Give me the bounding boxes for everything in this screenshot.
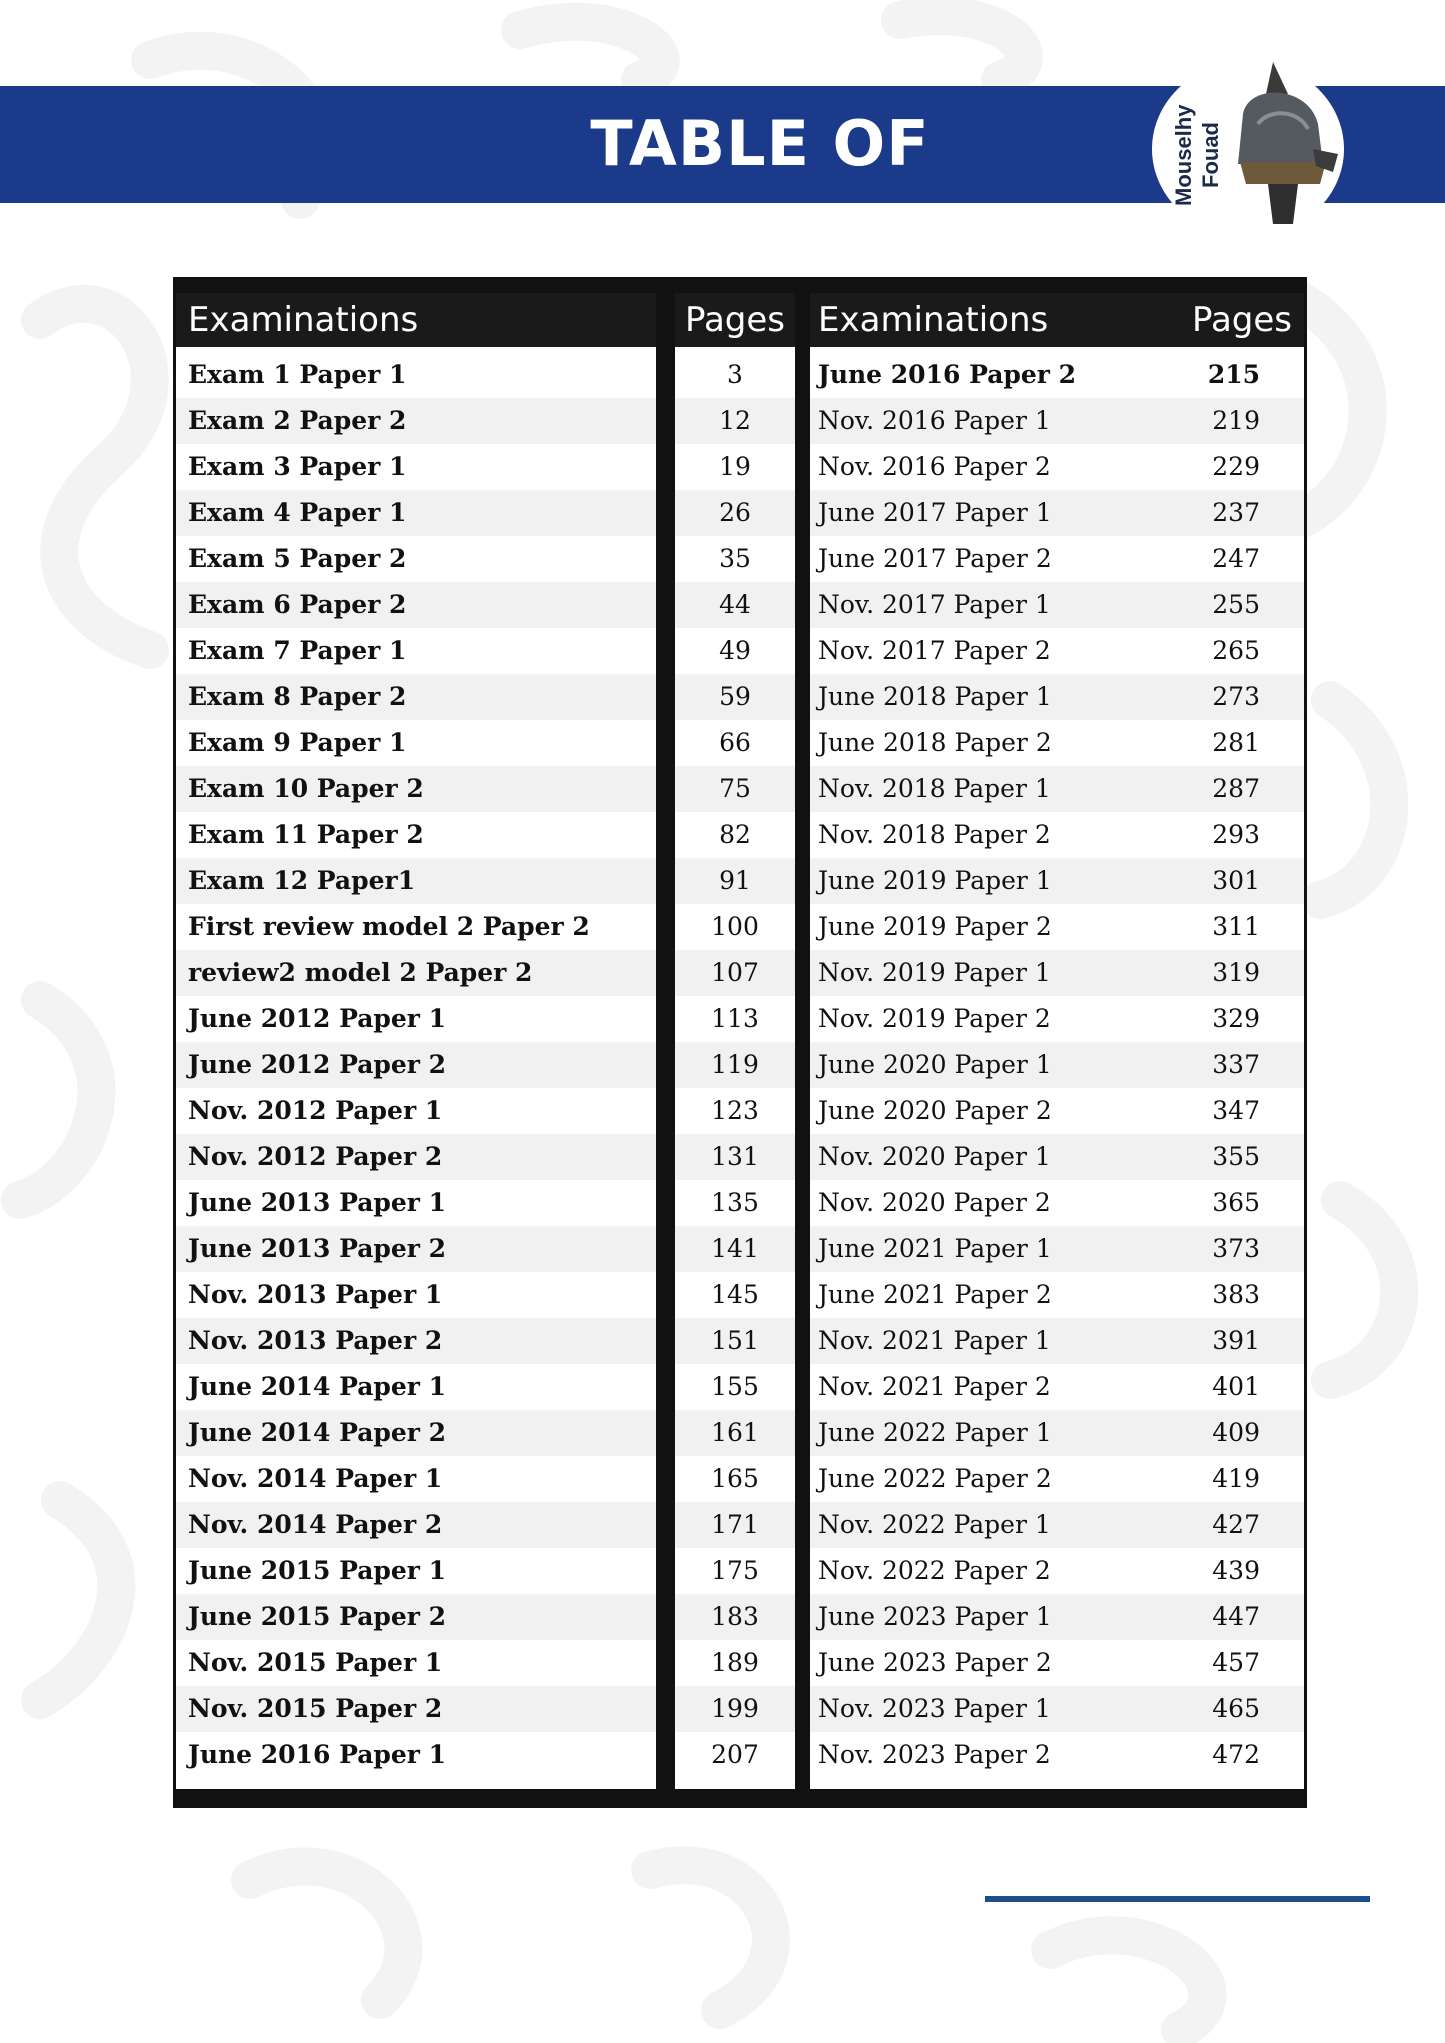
- table-row: [810, 674, 1304, 720]
- toc-entry-title: Exam 7 Paper 1: [188, 636, 407, 665]
- page-title: TABLE OF CONTENTS: [569, 107, 951, 270]
- toc-entry-page: 207: [711, 1740, 759, 1769]
- toc-entry-title: June 2019 Paper 1: [818, 866, 1052, 895]
- toc-entry-page: 199: [675, 1686, 795, 1732]
- table-row: [810, 352, 1304, 398]
- right-rows-list: [810, 352, 1304, 1778]
- table-row: [810, 1042, 1304, 1088]
- table-row: [810, 858, 1304, 904]
- toc-entry-title: June 2023 Paper 2: [818, 1648, 1052, 1677]
- toc-entry-page: 287: [1212, 774, 1260, 803]
- table-row: [810, 1180, 1304, 1226]
- table-row: [810, 444, 1304, 490]
- toc-entry-title: Exam 5 Paper 2: [188, 544, 407, 573]
- toc-entry-page: 347: [1212, 1096, 1260, 1125]
- table-row: [810, 628, 1304, 674]
- toc-entry-page: 419: [1212, 1464, 1260, 1493]
- toc-entry-page: 66: [719, 728, 751, 757]
- toc-entry-title: Nov. 2017 Paper 2: [818, 636, 1051, 665]
- table-row: [810, 1364, 1304, 1410]
- toc-entry-page: 3: [727, 360, 743, 389]
- toc-entry-title: June 2019 Paper 2: [818, 912, 1052, 941]
- toc-entry-page: 141: [675, 1226, 795, 1272]
- table-row: [810, 1134, 1304, 1180]
- toc-entry-page: 293: [1212, 820, 1260, 849]
- toc-entry-page: 75: [675, 766, 795, 812]
- toc-entry-title: June 2012 Paper 1: [188, 1004, 447, 1033]
- toc-entry-title: June 2016 Paper 1: [188, 1740, 447, 1769]
- toc-entry-title: June 2021 Paper 2: [818, 1280, 1052, 1309]
- header-left-exams: Examinations: [176, 293, 656, 347]
- toc-entry-title: Exam 11 Paper 2: [188, 820, 424, 849]
- toc-entry-page: 145: [711, 1280, 759, 1309]
- toc-entry-page: 131: [675, 1134, 795, 1180]
- toc-entry-page: 215: [1207, 360, 1260, 389]
- table-row: [810, 1088, 1304, 1134]
- toc-entry-title: June 2017 Paper 1: [818, 498, 1052, 527]
- right-header: [810, 293, 1304, 347]
- table-row: [810, 1272, 1304, 1318]
- toc-entry-page: 135: [711, 1188, 759, 1217]
- toc-entry-page: 82: [719, 820, 751, 849]
- toc-entry-title: June 2017 Paper 2: [818, 544, 1052, 573]
- table-row: [810, 1732, 1304, 1778]
- toc-entry-page: 165: [711, 1464, 759, 1493]
- toc-entry-page: 355: [1212, 1142, 1260, 1171]
- toc-entry-page: 19: [719, 452, 751, 481]
- table-row: [810, 766, 1304, 812]
- toc-entry-title: June 2020 Paper 1: [818, 1050, 1052, 1079]
- toc-entry-page: 247: [1212, 544, 1260, 573]
- table-row: [810, 1640, 1304, 1686]
- toc-entry-page: 91: [675, 858, 795, 904]
- toc-entry-title: Nov. 2021 Paper 1: [818, 1326, 1051, 1355]
- toc-entry-page: 281: [1212, 728, 1260, 757]
- toc-entry-title: June 2023 Paper 1: [818, 1602, 1052, 1631]
- toc-entry-page: 26: [675, 490, 795, 536]
- toc-entry-page: 183: [675, 1594, 795, 1640]
- toc-entry-title: June 2018 Paper 2: [818, 728, 1052, 757]
- toc-entry-title: Exam 3 Paper 1: [188, 452, 407, 481]
- toc-entry-page: 383: [1212, 1280, 1260, 1309]
- right-column: [810, 293, 1304, 1789]
- left-exams-column: [176, 293, 656, 1789]
- toc-entry-title: June 2015 Paper 2: [176, 1594, 656, 1640]
- toc-entry-title: Nov. 2023 Paper 2: [818, 1740, 1051, 1769]
- toc-entry-title: June 2015 Paper 1: [188, 1556, 447, 1585]
- toc-entry-page: 189: [711, 1648, 759, 1677]
- toc-entry-page: 373: [1212, 1234, 1260, 1263]
- toc-entry-page: 229: [1212, 452, 1260, 481]
- toc-entry-page: 12: [675, 398, 795, 444]
- toc-entry-title: Nov. 2015 Paper 1: [188, 1648, 443, 1677]
- toc-entry-title: Nov. 2023 Paper 1: [818, 1694, 1051, 1723]
- table-row: [810, 1502, 1304, 1548]
- toc-entry-page: 255: [1212, 590, 1260, 619]
- table-row: [810, 490, 1304, 536]
- toc-entry-page: 457: [1212, 1648, 1260, 1677]
- toc-entry-title: Nov. 2022 Paper 1: [818, 1510, 1051, 1539]
- toc-entry-title: Nov. 2022 Paper 2: [818, 1556, 1051, 1585]
- toc-entry-title: Exam 1 Paper 1: [188, 360, 407, 389]
- toc-entry-page: 161: [675, 1410, 795, 1456]
- toc-entry-title: Nov. 2019 Paper 1: [818, 958, 1051, 987]
- table-row: [810, 582, 1304, 628]
- toc-entry-page: 151: [675, 1318, 795, 1364]
- toc-entry-page: 301: [1212, 866, 1260, 895]
- toc-entry-page: 401: [1212, 1372, 1260, 1401]
- table-row: [810, 1226, 1304, 1272]
- toc-entry-title: Nov. 2014 Paper 1: [188, 1464, 443, 1493]
- table-row: [810, 536, 1304, 582]
- toc-entry-title: Exam 9 Paper 1: [188, 728, 407, 757]
- toc-entry-page: 107: [675, 950, 795, 996]
- toc-entry-page: 337: [1212, 1050, 1260, 1079]
- logo-text: [1170, 85, 1230, 225]
- toc-entry-title: Exam 2 Paper 2: [176, 398, 656, 444]
- header-right-exams: Examinations: [818, 300, 1049, 340]
- toc-entry-title: Nov. 2015 Paper 2: [176, 1686, 656, 1732]
- toc-entry-title: Nov. 2016 Paper 1: [818, 406, 1051, 435]
- logo-line-2: Fouad: [1198, 122, 1223, 188]
- toc-entry-page: 265: [1212, 636, 1260, 665]
- toc-entry-title: Exam 4 Paper 1: [176, 490, 656, 536]
- table-row: [810, 1318, 1304, 1364]
- toc-entry-title: June 2012 Paper 2: [176, 1042, 656, 1088]
- toc-entry-page: 59: [675, 674, 795, 720]
- left-pages-list: [675, 352, 795, 1778]
- toc-entry-title: Nov. 2016 Paper 2: [818, 452, 1051, 481]
- table-row: [810, 720, 1304, 766]
- toc-entry-page: 113: [711, 1004, 759, 1033]
- toc-entry-page: 439: [1212, 1556, 1260, 1585]
- toc-entry-page: 427: [1212, 1510, 1260, 1539]
- toc-entry-page: 171: [675, 1502, 795, 1548]
- toc-entry-title: Nov. 2013 Paper 2: [176, 1318, 656, 1364]
- toc-entry-page: 219: [1212, 406, 1260, 435]
- toc-entry-page: 329: [1212, 1004, 1260, 1033]
- toc-entry-title: Nov. 2020 Paper 1: [818, 1142, 1051, 1171]
- toc-entry-title: June 2022 Paper 2: [818, 1464, 1052, 1493]
- toc-entry-title: Nov. 2012 Paper 2: [176, 1134, 656, 1180]
- toc-entry-page: 409: [1212, 1418, 1260, 1447]
- table-row: [810, 1410, 1304, 1456]
- toc-entry-page: 44: [675, 582, 795, 628]
- table-row: [810, 950, 1304, 996]
- table-row: [810, 1594, 1304, 1640]
- toc-entry-title: June 2016 Paper 2: [818, 360, 1077, 389]
- toc-entry-title: First review model 2 Paper 2: [188, 912, 590, 941]
- table-row: [810, 398, 1304, 444]
- toc-entry-page: 447: [1212, 1602, 1260, 1631]
- toc-entry-page: 273: [1212, 682, 1260, 711]
- toc-entry-title: Nov. 2017 Paper 1: [818, 590, 1051, 619]
- logo-line-1: Mouselhy: [1171, 104, 1196, 206]
- toc-entry-page: 175: [711, 1556, 759, 1585]
- toc-entry-page: 49: [719, 636, 751, 665]
- left-pages-column: [675, 293, 795, 1789]
- toc-entry-page: 155: [711, 1372, 759, 1401]
- toc-entry-page: 472: [1212, 1740, 1260, 1769]
- toc-entry-page: 391: [1212, 1326, 1260, 1355]
- toc-entry-page: 35: [719, 544, 751, 573]
- toc-entry-title: review2 model 2 Paper 2: [176, 950, 656, 996]
- toc-entry-title: Nov. 2021 Paper 2: [818, 1372, 1051, 1401]
- toc-entry-page: 119: [675, 1042, 795, 1088]
- toc-entry-title: Exam 12 Paper1: [176, 858, 656, 904]
- table-row: [810, 904, 1304, 950]
- toc-entry-title: Nov. 2018 Paper 1: [818, 774, 1051, 803]
- header-left-pages: Pages: [675, 293, 795, 347]
- toc-entry-title: June 2022 Paper 1: [818, 1418, 1052, 1447]
- header-right-pages: Pages: [1191, 300, 1292, 340]
- toc-entry-title: June 2021 Paper 1: [818, 1234, 1052, 1263]
- toc-entry-title: June 2018 Paper 1: [818, 682, 1052, 711]
- footer-accent-line: [985, 1896, 1370, 1902]
- table-row: [810, 1686, 1304, 1732]
- toc-entry-title: June 2013 Paper 2: [176, 1226, 656, 1272]
- toc-entry-page: 100: [711, 912, 759, 941]
- toc-entry-title: June 2020 Paper 2: [818, 1096, 1052, 1125]
- table-row: [810, 1548, 1304, 1594]
- toc-entry-title: Nov. 2013 Paper 1: [188, 1280, 443, 1309]
- toc-entry-page: 237: [1212, 498, 1260, 527]
- table-row: [810, 1456, 1304, 1502]
- toc-entry-page: 319: [1212, 958, 1260, 987]
- toc-entry-title: Nov. 2018 Paper 2: [818, 820, 1051, 849]
- toc-entry-title: Nov. 2019 Paper 2: [818, 1004, 1051, 1033]
- toc-entry-page: 365: [1212, 1188, 1260, 1217]
- toc-entry-title: Nov. 2012 Paper 1: [188, 1096, 443, 1125]
- left-exams-list: [176, 352, 656, 1778]
- toc-entry-title: June 2014 Paper 2: [176, 1410, 656, 1456]
- toc-entry-page: 123: [711, 1096, 759, 1125]
- toc-entry-title: Exam 10 Paper 2: [176, 766, 656, 812]
- toc-entry-title: Nov. 2020 Paper 2: [818, 1188, 1051, 1217]
- toc-entry-page: 311: [1212, 912, 1260, 941]
- toc-entry-page: 465: [1212, 1694, 1260, 1723]
- toc-entry-title: Exam 8 Paper 2: [176, 674, 656, 720]
- table-row: [810, 812, 1304, 858]
- toc-entry-title: Exam 6 Paper 2: [176, 582, 656, 628]
- toc-entry-title: June 2014 Paper 1: [188, 1372, 447, 1401]
- toc-entry-title: Nov. 2014 Paper 2: [176, 1502, 656, 1548]
- table-row: [810, 996, 1304, 1042]
- toc-entry-title: June 2013 Paper 1: [188, 1188, 447, 1217]
